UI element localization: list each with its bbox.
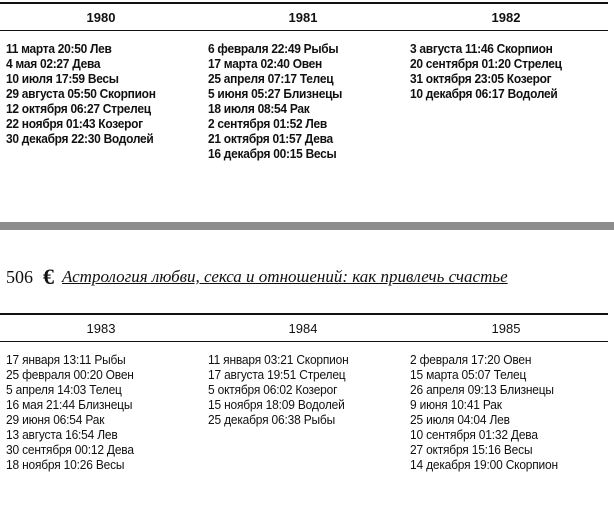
year-column: [0, 41, 202, 161]
page-separator: [0, 222, 614, 230]
ephemeris-entry: 20 сентября 01:20 Стрелец: [410, 56, 562, 71]
ephemeris-entry: 4 мая 02:27 Дева: [6, 56, 101, 71]
ephemeris-entry: 30 сентября 00:12 Дева: [6, 442, 134, 457]
ephemeris-entry: 31 октября 23:05 Козерог: [410, 71, 552, 86]
ephemeris-entry: 5 июня 05:27 Близнецы: [208, 86, 343, 101]
year-header: 1984: [288, 320, 318, 336]
ephemeris-entry: 30 декабря 22:30 Водолей: [6, 131, 154, 146]
ephemeris-entry: 14 декабря 19:00 Скорпион: [410, 457, 558, 472]
ephemeris-entry: 2 февраля 17:20 Овен: [410, 352, 532, 367]
ephemeris-entry: 26 апреля 09:13 Близнецы: [410, 382, 554, 397]
ephemeris-entry: 16 декабря 00:15 Весы: [208, 146, 337, 161]
ephemeris-entry: 18 июля 08:54 Рак: [208, 101, 310, 116]
ephemeris-entry: 6 февраля 22:49 Рыбы: [208, 41, 339, 56]
year-column: [202, 41, 404, 161]
ephemeris-entry: 11 марта 20:50 Лев: [6, 41, 112, 56]
ephemeris-entry: 10 декабря 06:17 Водолей: [410, 86, 558, 101]
running-head: [0, 262, 614, 292]
ephemeris-entry: 12 октября 06:27 Стрелец: [6, 101, 151, 116]
ephemeris-entry: 21 октября 01:57 Дева: [208, 131, 333, 146]
ephemeris-entry: 25 февраля 00:20 Овен: [6, 367, 134, 382]
table-body: [0, 342, 608, 472]
ephemeris-entry: 29 июня 06:54 Рак: [6, 412, 105, 427]
ephemeris-entry: 5 апреля 14:03 Телец: [6, 382, 122, 397]
ephemeris-entry: 10 сентября 01:32 Дева: [410, 427, 538, 442]
ephemeris-entry: 17 марта 02:40 Овен: [208, 56, 322, 71]
year-header: 1982: [491, 9, 521, 25]
book-title: Астрология любви, секса и отношений: как привлечь счастье: [62, 267, 508, 286]
year-header: 1983: [86, 320, 116, 336]
ephemeris-entry: 25 июля 04:04 Лев: [410, 412, 510, 427]
ephemeris-entry: 25 апреля 07:17 Телец: [208, 71, 334, 86]
ephemeris-entry: 17 января 13:11 Рыбы: [6, 352, 126, 367]
ephemeris-entry: 15 ноября 18:09 Водолей: [208, 397, 345, 412]
ephemeris-entry: 3 августа 11:46 Скорпион: [410, 41, 553, 56]
ephemeris-entry: 11 января 03:21 Скорпион: [208, 352, 349, 367]
table-header-row: [0, 315, 608, 341]
table-body: [0, 31, 608, 161]
ephemeris-entry: 27 октября 15:16 Весы: [410, 442, 533, 457]
year-column: [0, 352, 202, 472]
moon-icon: €: [43, 264, 54, 289]
year-header: 1985: [491, 320, 521, 336]
ephemeris-entry: 13 августа 16:54 Лев: [6, 427, 118, 442]
page-number: 506: [6, 266, 33, 287]
year-column: [404, 352, 608, 472]
ephemeris-entry: 10 июля 17:59 Весы: [6, 71, 119, 86]
ephemeris-entry: 17 августа 19:51 Стрелец: [208, 367, 346, 382]
year-header: 1980: [86, 9, 116, 25]
ephemeris-table-1980-1982: [0, 2, 608, 161]
ephemeris-entry: 15 марта 05:07 Телец: [410, 367, 527, 382]
ephemeris-entry: 25 декабря 06:38 Рыбы: [208, 412, 335, 427]
ephemeris-entry: 29 августа 05:50 Скорпион: [6, 86, 156, 101]
year-header: 1981: [288, 9, 318, 25]
ephemeris-entry: 2 сентября 01:52 Лев: [208, 116, 327, 131]
year-column: [404, 41, 608, 161]
ephemeris-entry: 22 ноября 01:43 Козерог: [6, 116, 143, 131]
ephemeris-entry: 5 октября 06:02 Козерог: [208, 382, 338, 397]
ephemeris-entry: 18 ноября 10:26 Весы: [6, 457, 125, 472]
year-column: [202, 352, 404, 472]
ephemeris-table-1983-1985: [0, 313, 608, 472]
table-header-row: [0, 4, 608, 30]
ephemeris-entry: 9 июня 10:41 Рак: [410, 397, 502, 412]
ephemeris-entry: 16 мая 21:44 Близнецы: [6, 397, 133, 412]
